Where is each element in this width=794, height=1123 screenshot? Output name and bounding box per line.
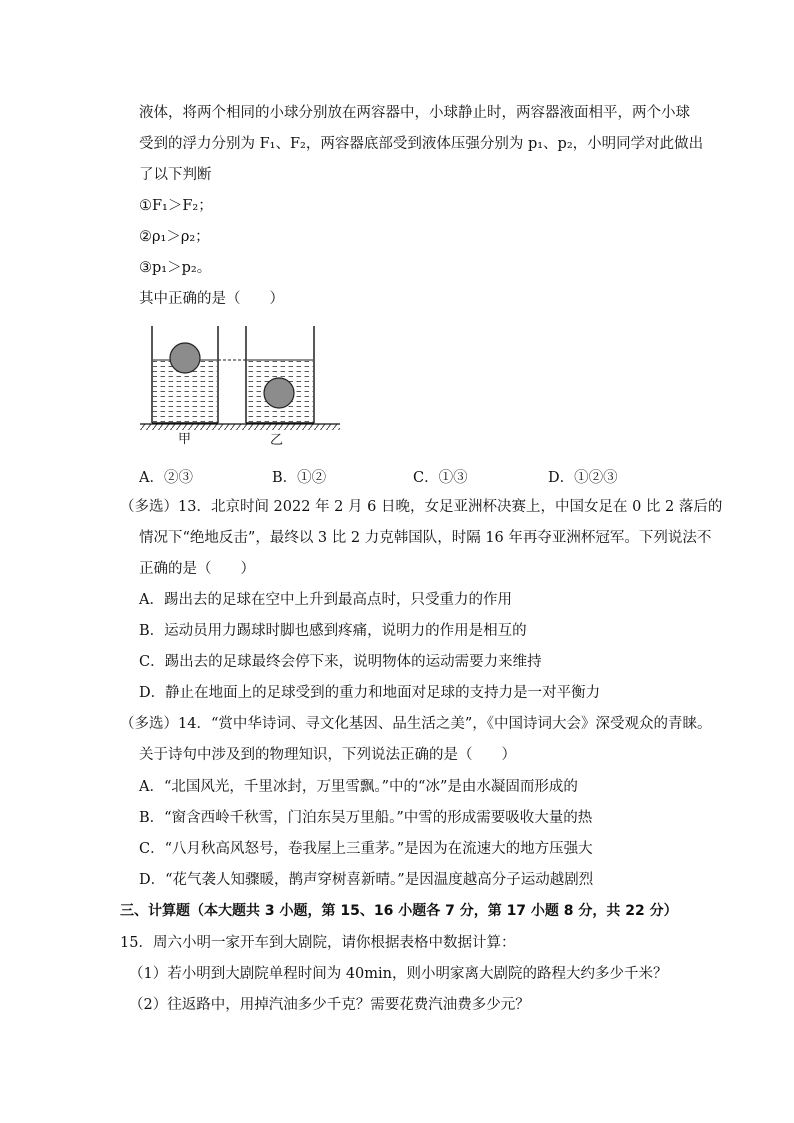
figure-label-jia: 甲 [178,432,192,447]
container-yi [246,326,314,423]
option-text: ②③ [163,470,193,486]
q15-stem: 15．周六小明一家开车到大剧院，请你根据表格中数据计算： [120,935,516,951]
q12-option-a[interactable] [139,466,193,487]
q12-question: 其中正确的是（ ） [139,291,284,307]
option-text: ①②③ [574,470,618,486]
q15-part-1: （1）若小明到大剧院单程时间为 40min，则小明家离大剧院的路程大约多少千米？ [129,966,668,982]
q12-option-c[interactable] [413,466,468,487]
q13-stem-line-2: 情况下“绝地反击”，最终以 3 比 2 力克韩国队，时隔 16 年再夺亚洲杯冠军。下列说法不 [139,530,712,546]
q12-intro-line-3: 了以下判断 [139,167,212,183]
q14-option-b[interactable]: B．“窗含西岭千秋雪，门泊东吴万里船。”中雪的形成需要吸收大量的热 [139,810,593,826]
q12-statement-1: ①F₁＞F₂； [139,198,213,214]
option-letter: A． [139,470,164,486]
container-figure [136,324,376,450]
q14-option-a[interactable]: A．“北国风光，千里冰封，万里雪飘。”中的“冰”是由水凝固而形成的 [139,779,578,795]
q13-option-b[interactable]: B．运动员用力踢球时脚也感到疼痛，说明力的作用是相互的 [139,623,527,639]
container-jia [152,326,218,423]
figure-label-yi: 乙 [270,433,284,448]
q14-option-c[interactable]: C．“八月秋高风怒号，卷我屋上三重茅。”是因为在流速大的地方压强大 [139,841,593,857]
q12-intro-line-1: 液体，将两个相同的小球分别放在两容器中，小球静止时，两容器液面相平，两个小球 [139,105,690,121]
q12-intro-line-2: 受到的浮力分别为 F₁、F₂，两容器底部受到液体压强分别为 p₁、p₂，小明同学对此做出 [139,136,704,152]
q12-option-d[interactable] [548,466,618,487]
section-3-heading: 三、计算题（本大题共 3 小题，第 15、16 小题各 7 分，第 17 小题 8 分，共 22 分） [120,903,678,919]
q14-stem-line-2: 关于诗句中涉及到的物理知识，下列说法正确的是（ ） [139,747,516,763]
option-letter: D． [548,470,575,486]
ball-jia [170,343,200,373]
q13-stem-line-1: （多选）13．北京时间 2022 年 2 月 6 日晚，女足亚洲杯决赛上，中国女足在 0 比 2 落后的 [120,499,723,515]
q14-stem-line-1: （多选）14．“赏中华诗词、寻文化基因、品生活之美”，《中国诗词大会》深受观众的青睐。 [120,716,712,732]
q14-option-d[interactable]: D．“花气袭人知骤暖，鹊声穿树喜新晴。”是因温度越高分子运动越剧烈 [139,872,594,888]
q13-option-c[interactable]: C．踢出去的足球最终会停下来，说明物体的运动需要力来维持 [139,654,542,670]
q12-statement-2: ②ρ₁＞ρ₂； [139,229,210,245]
option-letter: B． [272,470,298,486]
option-text: ①③ [438,470,468,486]
ball-yi [264,378,294,408]
q13-option-a[interactable]: A．踢出去的足球在空中上升到最高点时，只受重力的作用 [139,592,512,608]
option-letter: C． [413,470,439,486]
q12-statement-3: ③p₁＞p₂。 [139,260,212,276]
q13-stem-line-3: 正确的是（ ） [139,561,255,577]
q15-part-2: （2）往返路中，用掉汽油多少千克？需要花费汽油费多少元？ [129,997,530,1013]
q12-option-b[interactable] [272,466,326,487]
option-text: ①② [297,470,327,486]
ground-hatch [140,424,340,430]
q13-option-d[interactable]: D．静止在地面上的足球受到的重力和地面对足球的支持力是一对平衡力 [139,685,601,701]
